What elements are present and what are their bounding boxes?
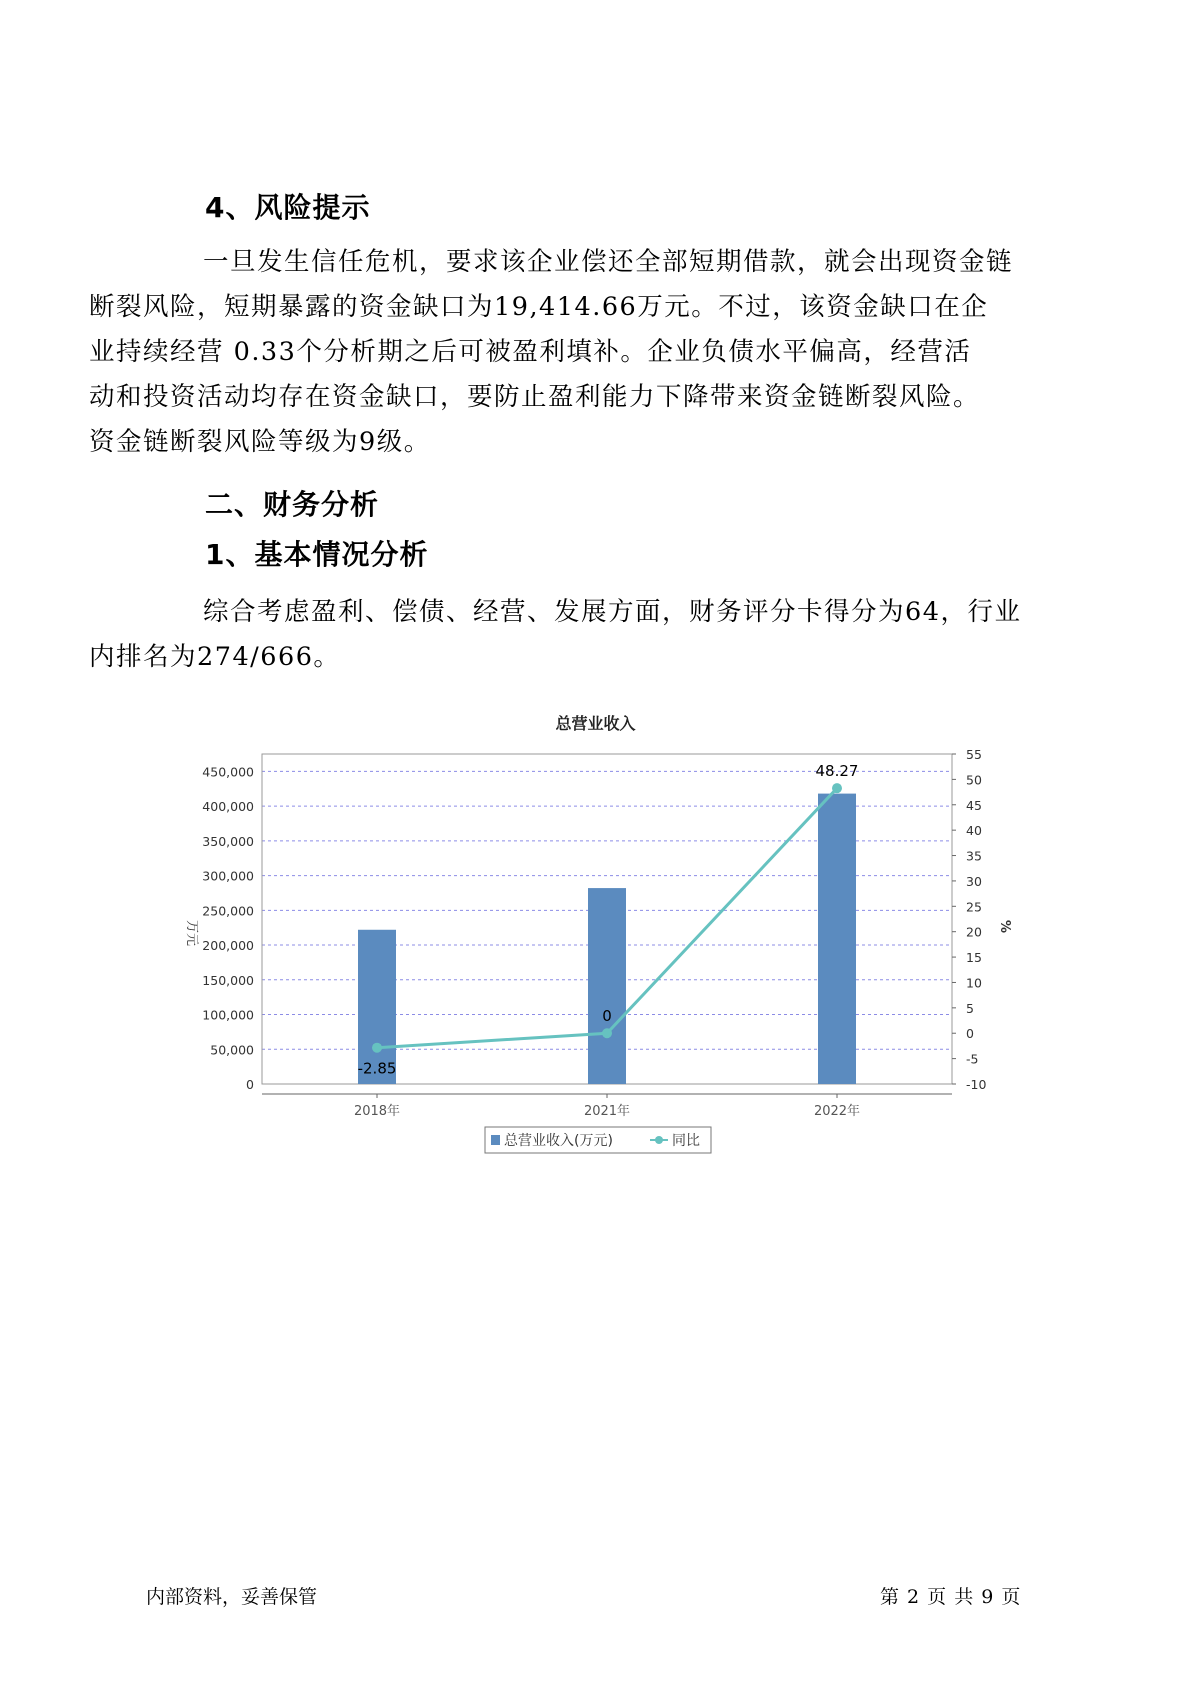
x-tick-label: 2018年	[353, 1104, 401, 1119]
x-tick-label: 2021年	[583, 1104, 631, 1119]
y-axis-right-label: %	[997, 920, 1012, 934]
revenue-bar	[588, 888, 626, 1084]
y-tick-label-right: 20	[966, 924, 982, 940]
section-heading-risk: 4、风险提示	[205, 191, 371, 224]
y-tick-label-left: 300,000	[202, 868, 254, 884]
finance-line: 内排名为274/666。	[89, 642, 341, 672]
finance-paragraph	[89, 590, 1051, 680]
risk-line: 动和投资活动均存在资金缺口，要防止盈利能力下降带来资金链断裂风险。	[89, 382, 981, 412]
yoy-point	[832, 783, 842, 793]
y-tick-label-right: 55	[966, 747, 982, 762]
footer-confidential: 内部资料，妥善保管	[146, 1586, 318, 1608]
legend-bar-label: 总营业收入(万元)	[504, 1133, 613, 1149]
y-tick-label-right: 10	[966, 975, 982, 991]
y-tick-label-left: 50,000	[210, 1042, 254, 1058]
y-tick-label-right: 35	[966, 848, 982, 864]
y-tick-label-right: 5	[966, 1000, 974, 1016]
footer-page-number: 第 2 页 共 9 页	[880, 1586, 1022, 1608]
legend-line-marker	[655, 1136, 663, 1144]
yoy-data-label: -2.85	[357, 1059, 397, 1078]
revenue-chart	[0, 740, 1191, 1200]
x-tick-label: 2022年	[813, 1104, 861, 1119]
y-tick-label-right: 45	[966, 797, 982, 813]
legend-bar-swatch	[491, 1135, 500, 1145]
y-tick-label-left: 400,000	[202, 799, 254, 815]
y-tick-label-left: 200,000	[202, 938, 254, 954]
y-tick-label-right: 30	[966, 873, 982, 889]
sub-heading-basic: 1、基本情况分析	[205, 538, 429, 571]
y-tick-label-left: 100,000	[202, 1007, 254, 1023]
y-tick-label-left: 250,000	[202, 903, 254, 919]
y-tick-label-right: -10	[966, 1077, 987, 1092]
finance-line: 综合考虑盈利、偿债、经营、发展方面，财务评分卡得分为64，行业	[203, 597, 1022, 627]
yoy-data-label: 0	[602, 1007, 612, 1026]
y-tick-label-right: -5	[966, 1051, 979, 1067]
y-tick-label-left: 150,000	[202, 972, 254, 988]
y-tick-label-right: 15	[966, 950, 982, 966]
revenue-bar	[818, 794, 856, 1084]
risk-line: 业持续经营 0.33个分析期之后可被盈利填补。企业负债水平偏高，经营活	[89, 337, 972, 367]
yoy-data-label: 48.27	[815, 762, 859, 781]
legend-line-label: 同比	[672, 1133, 700, 1149]
chart-title: 总营业收入	[555, 714, 636, 733]
yoy-point	[372, 1043, 382, 1053]
y-tick-label-left: 0	[246, 1077, 254, 1092]
y-axis-left-label: 万元	[184, 920, 199, 947]
y-tick-label-left: 350,000	[202, 833, 254, 849]
chart-legend	[485, 1127, 711, 1153]
y-tick-label-right: 25	[966, 899, 982, 915]
risk-line: 资金链断裂风险等级为9级。	[89, 427, 431, 457]
y-tick-label-right: 40	[966, 823, 982, 839]
y-tick-label-left: 450,000	[202, 764, 254, 780]
risk-line: 断裂风险，短期暴露的资金缺口为19,414.66万元。不过，该资金缺口在企	[89, 292, 989, 322]
risk-paragraph	[89, 240, 1051, 465]
y-tick-label-right: 50	[966, 772, 982, 788]
risk-line: 一旦发生信任危机，要求该企业偿还全部短期借款，就会出现资金链	[203, 247, 1014, 277]
y-tick-label-right: 0	[966, 1026, 974, 1042]
section-heading-finance: 二、财务分析	[205, 488, 380, 521]
yoy-point	[602, 1028, 612, 1038]
